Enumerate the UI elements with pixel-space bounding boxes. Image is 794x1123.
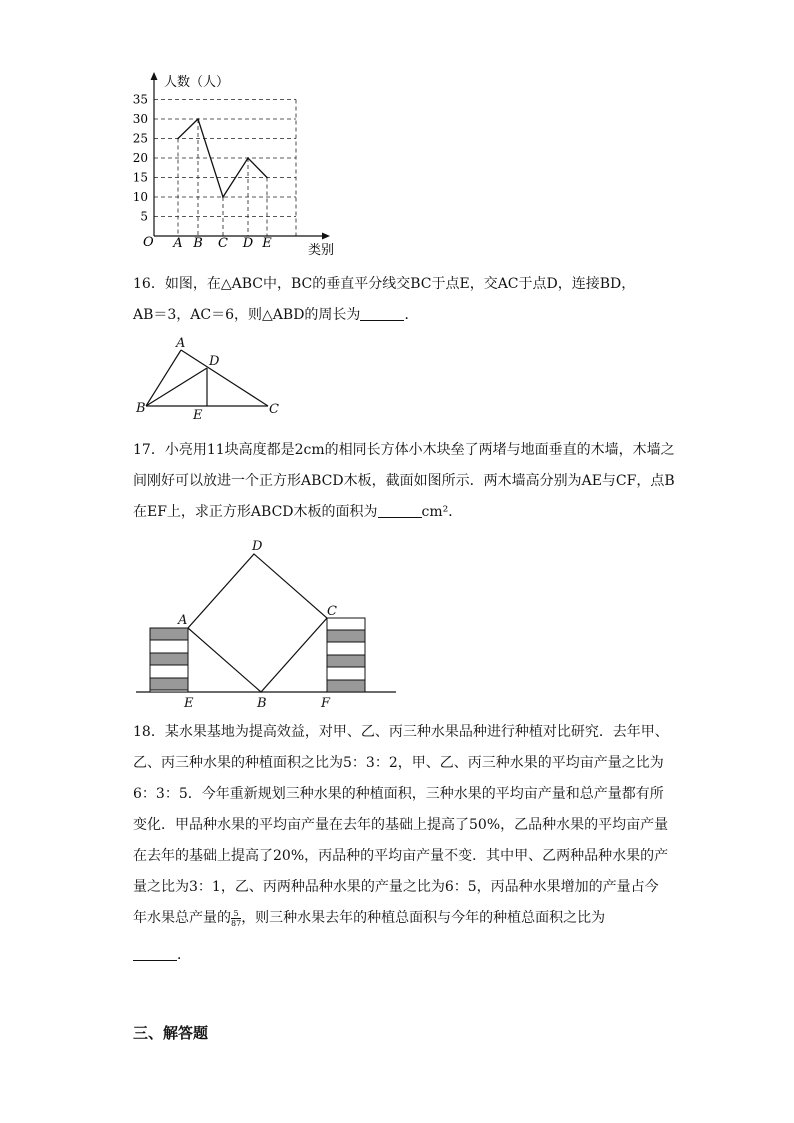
q16-line-2	[133, 300, 678, 331]
q16-label-e: E	[193, 408, 203, 423]
q18-fraction-numerator: 5	[231, 909, 241, 919]
q17-line-3b: cm²．	[421, 504, 463, 520]
data-point	[266, 177, 268, 179]
q16-label-a: A	[176, 336, 186, 351]
q18-fraction-denominator: 87	[231, 919, 242, 928]
q18-line-1: 18．某水果基地为提高效益，对甲、乙、丙三种水果品种进行种植对比研究．去年甲、	[133, 724, 669, 740]
y-tick-label: 5	[140, 209, 148, 224]
x-tick-label: C	[218, 236, 228, 251]
q17-label-f: F	[321, 696, 331, 711]
x-tick-label: D	[242, 236, 254, 251]
q16-segment-ac	[181, 350, 268, 406]
q17-line-3	[133, 497, 678, 528]
q18-line-3: 6：3：5．今年重新规划三种水果的种植面积，三种水果的平均亩产量和总产量都有所	[133, 786, 664, 802]
chart-y-label: 人数（人）	[164, 75, 230, 90]
y-tick-label: 10	[132, 190, 148, 204]
q18-fraction	[231, 909, 241, 928]
q16-segment-bd	[146, 368, 207, 406]
y-tick-label: 20	[132, 151, 148, 165]
chart-origin-label: O	[143, 235, 154, 250]
x-tick-label: B	[193, 236, 203, 251]
q17-square-abcd	[188, 554, 327, 692]
x-tick-label: E	[262, 236, 272, 251]
section-heading: 三、解答题	[133, 1024, 209, 1042]
q16-triangle-figure	[130, 332, 290, 424]
q17-line-1: 17．小亮用11块高度都是2cm的相同长方体小木块垒了两堵与地面垂直的木墙，木墙之	[133, 442, 675, 458]
x-axis-arrow	[322, 233, 330, 240]
q18-line-8b: ．	[177, 947, 191, 963]
q16-line-2a: AB＝3，AC＝6，则△ABD的周长为	[133, 307, 361, 323]
q17-label-c: C	[327, 604, 337, 619]
q17-square-figure	[130, 535, 410, 715]
chart-axes	[151, 72, 331, 240]
q18-answer-blank	[133, 946, 177, 961]
q17-label-d: D	[252, 539, 263, 554]
q18-line-2: 乙、丙三种水果的种植面积之比为5：3：2，甲、乙、丙三种水果的平均亩产量之比为	[133, 755, 664, 771]
q16-line-2b: ．	[404, 307, 419, 323]
data-point	[177, 138, 179, 140]
q16-segment-ab	[146, 350, 181, 406]
q18-line-6: 量之比为3：1，乙、丙两种品种水果的产量之比为6：5，丙品种水果增加的产量占今	[133, 879, 659, 895]
q16-label-c: C	[269, 402, 279, 417]
q16-label-b: B	[136, 401, 146, 416]
q17-line-2: 间刚好可以放进一个正方形ABCD木板，截面如图所示．两木墙高分别为AE与CF，点B	[133, 473, 675, 489]
line-chart	[130, 70, 350, 260]
y-tick-label: 35	[132, 92, 148, 107]
data-point	[222, 196, 224, 198]
q17-answer-blank	[378, 503, 422, 518]
y-tick-label: 30	[132, 112, 148, 126]
chart-x-label: 类别	[308, 243, 335, 258]
q18-line-5: 在去年的基础上提高了20%，丙品种的平均亩产量不变．其中甲、乙两种品种水果的产	[133, 848, 669, 864]
q18-line-4: 变化．甲品种水果的平均亩产量在去年的基础上提高了50%，乙品种水果的平均亩产量	[133, 817, 669, 833]
q18-line-8	[133, 940, 678, 971]
q17-left-wall	[150, 628, 188, 692]
q16-label-d: D	[209, 354, 220, 369]
x-tick-label: A	[173, 236, 183, 251]
question-17	[133, 435, 678, 528]
q17-label-b: B	[257, 696, 267, 711]
q18-line-7b: ，则三种水果去年的种植总面积与今年的种植总面积之比为	[241, 910, 606, 926]
data-point	[247, 157, 249, 159]
question-16	[133, 269, 678, 331]
y-axis-arrow	[151, 72, 158, 80]
q17-right-wall	[327, 618, 365, 692]
q18-line-7a: 年水果总产量的	[133, 910, 231, 926]
q17-label-a: A	[178, 613, 188, 628]
data-point	[197, 118, 199, 120]
y-tick-label: 15	[132, 170, 148, 185]
q16-line-1: 16．如图，在△ABC中，BC的垂直平分线交BC于点E，交AC于点D，连接BD，	[133, 276, 636, 292]
q16-answer-blank	[360, 306, 404, 321]
question-18	[133, 717, 678, 971]
q18-line-7	[133, 903, 678, 934]
q17-line-3a: 在EF上，求正方形ABCD木板的面积为	[133, 504, 378, 520]
y-tick-label: 25	[132, 131, 148, 146]
q17-label-e: E	[184, 696, 194, 711]
chart-grid	[154, 100, 296, 237]
